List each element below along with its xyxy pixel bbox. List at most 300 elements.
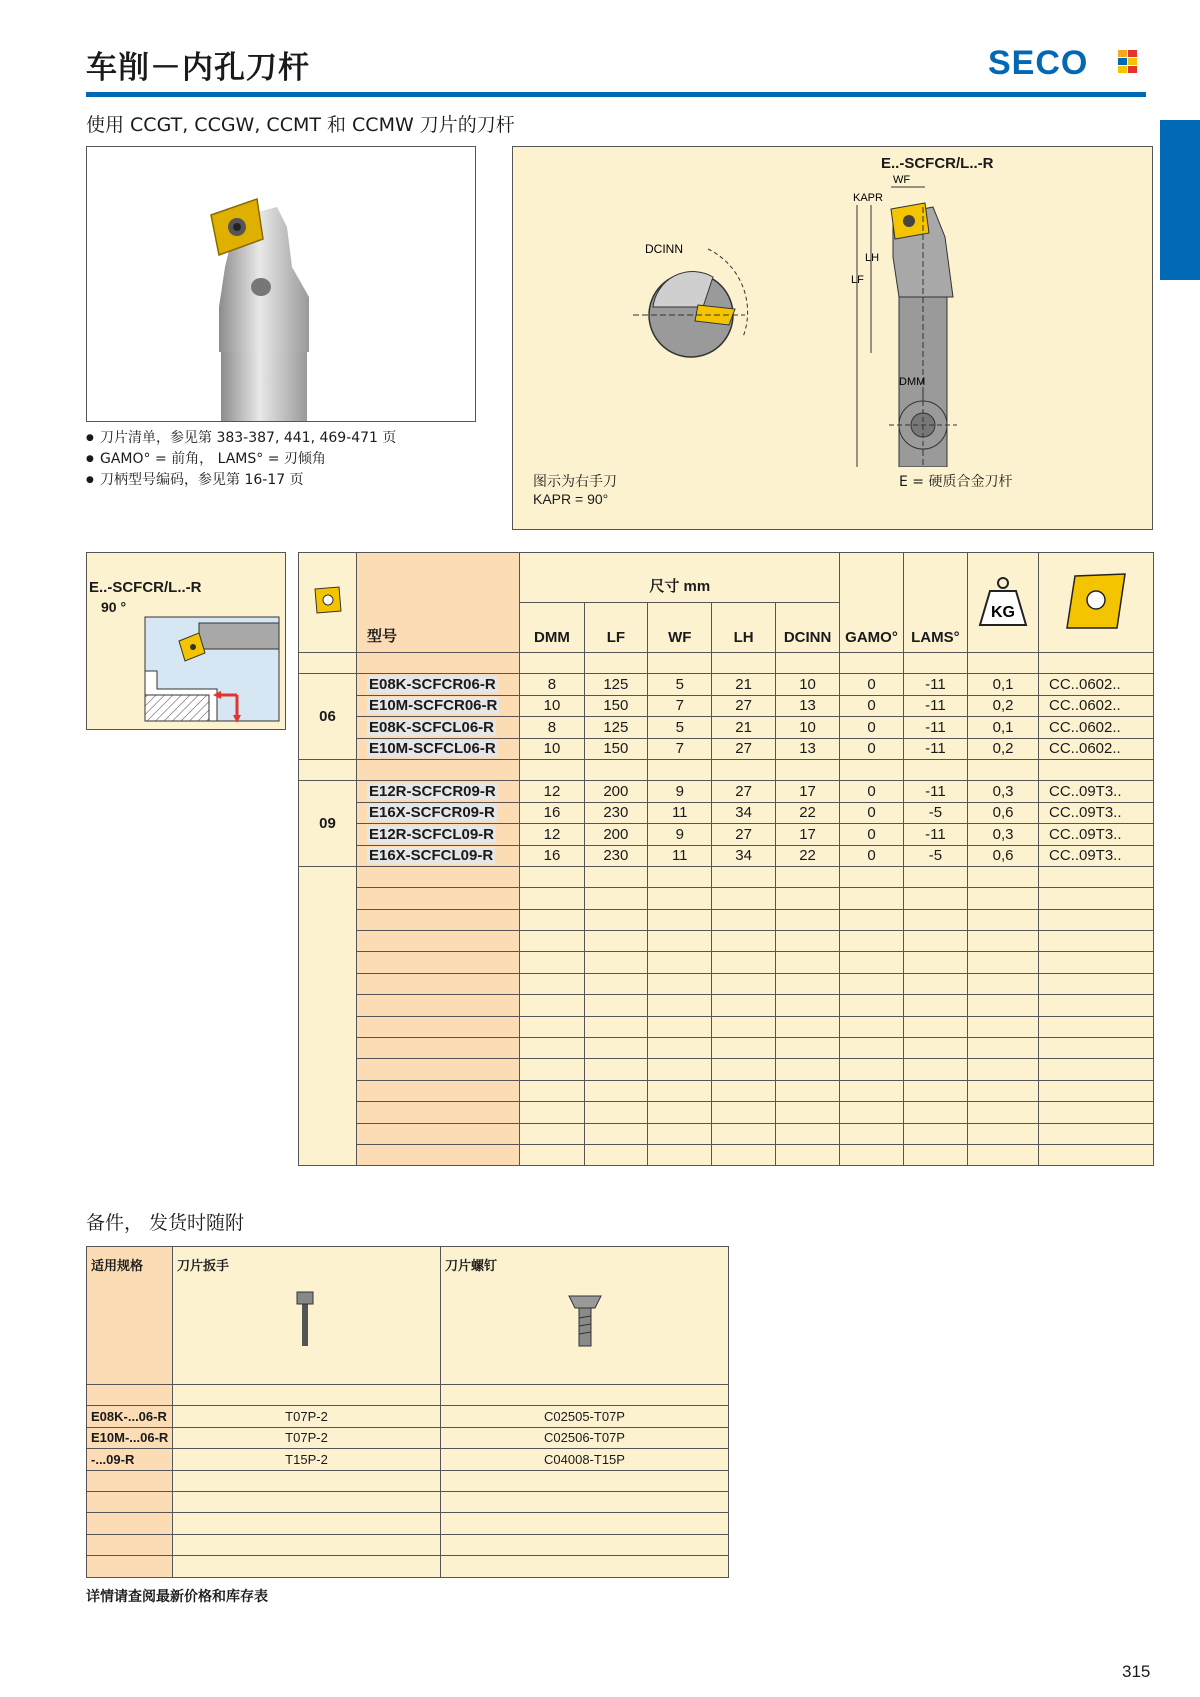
bullet-insert-list: ● 刀片清单，参见第 383-387, 441, 469-471 页 [86,428,396,449]
table-cell-empty [775,866,839,887]
col-lams: LAMS° [903,553,967,653]
acc-cell-empty [87,1470,173,1491]
table-cell-empty [775,1102,839,1123]
setup-angle: 90 ° [101,599,127,615]
acc-screw-label: 刀片螺钉 [445,1259,498,1274]
weight-header [968,553,1039,653]
acc-row [87,1427,729,1448]
acc-cell-empty [441,1556,729,1577]
table-cell-empty [840,1144,903,1165]
table-cell-empty [775,952,839,973]
table-cell-empty [648,1144,712,1165]
setup-sketch [87,611,287,731]
table-cell-empty [1038,1123,1153,1144]
table-cell-empty [356,866,519,887]
table-cell-empty [712,653,775,674]
table-cell-empty [903,1144,967,1165]
note-kapr: KAPR = 90° [533,491,609,507]
cell-lf: 200 [584,781,647,802]
model-cell [356,674,519,695]
table-empty-row [299,1080,1154,1101]
table-cell-empty [840,995,903,1016]
insert-shape-icon-cell [299,553,357,653]
cell-lh: 27 [712,695,775,716]
cell-kg: 0,2 [968,738,1039,759]
table-cell-empty [712,1102,775,1123]
cell-lh: 34 [712,845,775,866]
table-cell-empty [356,909,519,930]
cell-lh: 21 [712,717,775,738]
cell-lf: 125 [584,717,647,738]
table-cell-empty [903,995,967,1016]
table-cell-empty [775,1016,839,1037]
col-wf: WF [648,603,712,653]
table-cell-empty [356,653,519,674]
table-cell-empty [903,909,967,930]
cell-lams: -5 [903,802,967,823]
cell-insert: CC..0602.. [1038,674,1153,695]
table-cell-empty [775,1123,839,1144]
acc-empty-row [87,1556,729,1577]
insert-shape-icon [309,583,345,619]
table-cell-empty [840,1102,903,1123]
acc-empty-row [87,1470,729,1491]
table-cell-empty [712,1059,775,1080]
table-cell-empty [520,1059,584,1080]
table-cell-empty [1038,1102,1153,1123]
table-cell-empty [648,1038,712,1059]
drawing-title: E..-SCFCR/L..-R [881,155,994,172]
table-cell-empty [775,1080,839,1101]
title-rule [86,92,1146,97]
table-empty-row [299,1016,1154,1037]
table-cell-empty [840,1016,903,1037]
table-cell-empty [356,952,519,973]
col-gamo: GAMO° [840,553,903,653]
cell-wf: 7 [648,695,712,716]
acc-cell-empty [87,1385,173,1406]
acc-screw-header [441,1247,729,1385]
cell-dcinn: 22 [775,802,839,823]
table-cell-empty [712,1144,775,1165]
table-cell-empty [1038,1059,1153,1080]
label-wf: WF [893,174,911,186]
table-cell-empty [712,952,775,973]
table-cell-empty [840,1059,903,1080]
table-cell-empty [903,973,967,994]
cell-insert: CC..09T3.. [1038,802,1153,823]
table-cell-empty [968,1059,1039,1080]
table-cell-empty [648,759,712,780]
table-cell-empty [840,1080,903,1101]
table-cell-empty [520,1038,584,1059]
model-code: E16X-SCFCR09-R [368,804,495,822]
setup-title: E..-SCFCR/L..-R [89,579,202,596]
cell-kg: 0,2 [968,695,1039,716]
cell-kg: 0,3 [968,781,1039,802]
table-cell-empty [584,759,647,780]
table-cell-empty [968,866,1039,887]
table-cell-empty [584,1038,647,1059]
table-cell-empty [520,973,584,994]
label-dmm: DMM [899,376,926,388]
table-cell-empty [648,931,712,952]
table-cell-empty [712,866,775,887]
info-bullets [86,428,396,491]
table-cell-empty [968,1038,1039,1059]
cell-dcinn: 22 [775,845,839,866]
torx-key-icon [177,1274,437,1354]
table-cell-empty [903,1038,967,1059]
cell-kg: 0,6 [968,802,1039,823]
cell-gamo: 0 [840,845,903,866]
cell-wf: 11 [648,845,712,866]
label-dcinn: DCINN [645,242,683,256]
table-cell-empty [584,1144,647,1165]
cell-lf: 125 [584,674,647,695]
cell-dmm: 16 [520,802,584,823]
cell-dcinn: 17 [775,824,839,845]
insert-screw-icon [445,1274,725,1354]
cell-dcinn: 17 [775,781,839,802]
model-cell [356,738,519,759]
cell-gamo: 0 [840,781,903,802]
technical-drawing [512,146,1153,530]
acc-cell-empty [173,1385,441,1406]
table-cell-empty [356,973,519,994]
table-row [299,674,1154,695]
bullet-angles: ● GAMO° = 前角， LAMS° = 刃倾角 [86,449,396,470]
table-cell-empty [903,759,967,780]
acc-empty-row [87,1491,729,1512]
table-cell-empty [775,1038,839,1059]
table-empty-row [299,1038,1154,1059]
table-cell-empty [356,1144,519,1165]
cell-wf: 5 [648,717,712,738]
table-cell-empty [1038,653,1153,674]
table-cell-empty [712,1038,775,1059]
table-cell-empty [520,1123,584,1144]
table-cell-empty [775,909,839,930]
model-cell [356,845,519,866]
table-cell-empty [1038,759,1153,780]
table-cell-empty [299,759,357,780]
dimensions-body [299,653,1154,1166]
table-empty-row [299,952,1154,973]
cell-wf: 9 [648,781,712,802]
cell-lh: 34 [712,802,775,823]
table-cell-empty [712,1123,775,1144]
boring-bar-image [87,147,476,422]
bullet-code-key: ● 刀柄型号编码，参见第 16-17 页 [86,470,396,491]
setup-diagram [86,552,286,730]
table-cell-empty [840,909,903,930]
model-cell [356,802,519,823]
cell-dmm: 10 [520,695,584,716]
acc-key: T07P-2 [173,1406,441,1427]
table-empty-row [299,931,1154,952]
insert-size-cell: 06 [299,674,357,760]
table-cell-empty [712,1080,775,1101]
table-cell-empty [648,888,712,909]
acc-spec: E10M-...06-R [87,1427,173,1448]
cell-dmm: 10 [520,738,584,759]
acc-key: T07P-2 [173,1427,441,1448]
cell-wf: 5 [648,674,712,695]
table-cell-empty [712,995,775,1016]
table-cell-empty [775,931,839,952]
cell-kg: 0,1 [968,674,1039,695]
acc-empty-row [87,1534,729,1555]
table-cell-empty [712,888,775,909]
model-cell [356,695,519,716]
table-cell-empty [968,1123,1039,1144]
acc-cell-empty [441,1491,729,1512]
table-cell-empty [903,1059,967,1080]
table-cell-empty [968,973,1039,994]
acc-cell-empty [87,1534,173,1555]
table-spacer-row [299,759,1154,780]
table-row [299,802,1154,823]
table-cell-empty [584,888,647,909]
acc-spec-header: 适用规格 [87,1247,173,1385]
weight-label: KG [991,603,1016,621]
acc-cell-empty [441,1470,729,1491]
model-code: E08K-SCFCR06-R [368,676,496,694]
cell-lams: -11 [903,674,967,695]
cell-wf: 7 [648,738,712,759]
page-number: 315 [1122,1662,1151,1681]
table-cell-empty [1038,1038,1153,1059]
table-cell-empty [968,1080,1039,1101]
cell-insert: CC..09T3.. [1038,824,1153,845]
accessories-body [87,1385,729,1578]
table-cell-empty [775,888,839,909]
table-cell-empty [712,1016,775,1037]
cell-insert: CC..09T3.. [1038,781,1153,802]
table-cell-empty [968,1102,1039,1123]
cell-dmm: 16 [520,845,584,866]
cell-lh: 27 [712,781,775,802]
acc-row [87,1449,729,1470]
table-cell-empty [968,995,1039,1016]
table-row [299,781,1154,802]
table-cell-empty [1038,1016,1153,1037]
cell-dmm: 12 [520,781,584,802]
table-cell-empty [840,1123,903,1144]
cell-lams: -5 [903,845,967,866]
table-empty-row [299,866,1154,887]
col-dcinn: DCINN [775,603,839,653]
model-header: 型号 [356,553,519,653]
cell-lams: -11 [903,717,967,738]
cell-lf: 200 [584,824,647,845]
acc-spec: -...09-R [87,1449,173,1470]
cell-dmm: 12 [520,824,584,845]
drawing-diagram [513,147,1154,467]
table-empty-row [299,1144,1154,1165]
table-cell-empty [648,995,712,1016]
cell-lf: 150 [584,695,647,716]
cell-insert: CC..0602.. [1038,695,1153,716]
table-cell-empty [1038,1080,1153,1101]
cell-dcinn: 13 [775,695,839,716]
cell-gamo: 0 [840,824,903,845]
section-side-tab [1160,120,1200,280]
dimensions-header: 尺寸 mm [520,553,840,603]
table-row [299,695,1154,716]
table-cell-empty [775,653,839,674]
cell-wf: 9 [648,824,712,845]
table-cell-empty [356,1016,519,1037]
acc-cell-empty [173,1513,441,1534]
table-cell-empty [775,1059,839,1080]
table-cell-empty [1038,888,1153,909]
table-empty-row [299,995,1154,1016]
cell-lf: 230 [584,802,647,823]
table-cell-empty [584,995,647,1016]
table-cell-empty [903,1102,967,1123]
cell-lams: -11 [903,738,967,759]
cell-insert: CC..0602.. [1038,738,1153,759]
acc-cell-empty [173,1491,441,1512]
cell-lh: 21 [712,674,775,695]
table-cell-empty [1038,973,1153,994]
table-row [299,824,1154,845]
table-cell-empty [356,1123,519,1144]
cell-dcinn: 10 [775,717,839,738]
accessories-table [86,1246,729,1578]
table-cell-empty [648,909,712,930]
acc-cell-empty [441,1385,729,1406]
table-row [299,738,1154,759]
table-cell-empty [584,973,647,994]
table-cell-empty [712,931,775,952]
table-cell-empty [648,952,712,973]
table-cell-empty [903,653,967,674]
cell-gamo: 0 [840,717,903,738]
acc-cell-empty [87,1556,173,1577]
table-cell-empty [356,1038,519,1059]
table-cell-empty [840,866,903,887]
table-cell-empty [1038,931,1153,952]
table-cell-empty [712,759,775,780]
table-cell-empty [968,1016,1039,1037]
table-cell-empty [840,952,903,973]
cell-gamo: 0 [840,695,903,716]
table-cell-empty [903,1123,967,1144]
table-cell-empty [903,1080,967,1101]
table-cell-empty [584,931,647,952]
table-cell-empty [1038,952,1153,973]
table-row [299,845,1154,866]
table-cell-empty [520,909,584,930]
product-photo [86,146,476,422]
seco-logo [988,44,1148,80]
acc-key-header [173,1247,441,1385]
table-cell-empty [840,653,903,674]
acc-empty-row [87,1385,729,1406]
table-cell-empty [648,1016,712,1037]
table-cell-empty [584,909,647,930]
insert-size-cell: 09 [299,781,357,867]
cell-lh: 27 [712,824,775,845]
table-cell-empty [1038,1144,1153,1165]
table-empty-row [299,1123,1154,1144]
table-cell-empty [520,995,584,1016]
table-cell-empty [584,653,647,674]
table-cell-empty [648,866,712,887]
table-empty-row [299,909,1154,930]
table-cell-empty [520,952,584,973]
model-code: E10M-SCFCR06-R [368,697,498,715]
col-dmm: DMM [520,603,584,653]
table-cell-empty [1038,995,1153,1016]
accessories-title: 备件， 发货时随附 [86,1212,245,1234]
table-cell-empty [775,759,839,780]
acc-empty-row [87,1513,729,1534]
cell-lh: 27 [712,738,775,759]
model-code: E16X-SCFCL09-R [368,847,494,865]
table-cell-empty [356,888,519,909]
table-cell-empty [520,888,584,909]
table-cell-empty [712,909,775,930]
acc-key-label: 刀片扳手 [177,1259,230,1274]
table-cell-empty [968,759,1039,780]
cell-insert: CC..0602.. [1038,717,1153,738]
section-subtitle: 使用 CCGT, CCGW, CCMT 和 CCMW 刀片的刀杆 [86,114,515,136]
table-cell-empty [775,995,839,1016]
table-cell-empty [299,653,357,674]
table-cell-empty [648,973,712,994]
table-cell-empty [903,1016,967,1037]
table-cell-empty [356,1080,519,1101]
table-cell-empty [520,759,584,780]
table-cell-empty [1038,909,1153,930]
table-cell-empty [299,866,357,1165]
cell-kg: 0,1 [968,717,1039,738]
label-kapr: KAPR [853,192,883,204]
cell-insert: CC..09T3.. [1038,845,1153,866]
acc-key: T15P-2 [173,1449,441,1470]
table-cell-empty [520,1102,584,1123]
table-cell-empty [648,1102,712,1123]
cell-dcinn: 13 [775,738,839,759]
table-cell-empty [520,866,584,887]
cell-gamo: 0 [840,802,903,823]
dimensions-table [298,552,1154,1166]
cell-lams: -11 [903,824,967,845]
table-cell-empty [968,931,1039,952]
table-cell-empty [648,1123,712,1144]
table-cell-empty [968,888,1039,909]
table-cell-empty [520,931,584,952]
cell-gamo: 0 [840,674,903,695]
acc-screw: C02505-T07P [441,1406,729,1427]
acc-spec: E08K-...06-R [87,1406,173,1427]
acc-screw: C02506-T07P [441,1427,729,1448]
table-cell-empty [840,888,903,909]
table-cell-empty [648,1059,712,1080]
col-lh: LH [712,603,775,653]
col-lf: LF [584,603,647,653]
table-cell-empty [775,973,839,994]
note-carbide: E = 硬质合金刀杆 [899,474,1013,490]
table-cell-empty [903,866,967,887]
table-empty-row [299,1059,1154,1080]
acc-cell-empty [441,1513,729,1534]
insert-icon [1061,570,1131,632]
